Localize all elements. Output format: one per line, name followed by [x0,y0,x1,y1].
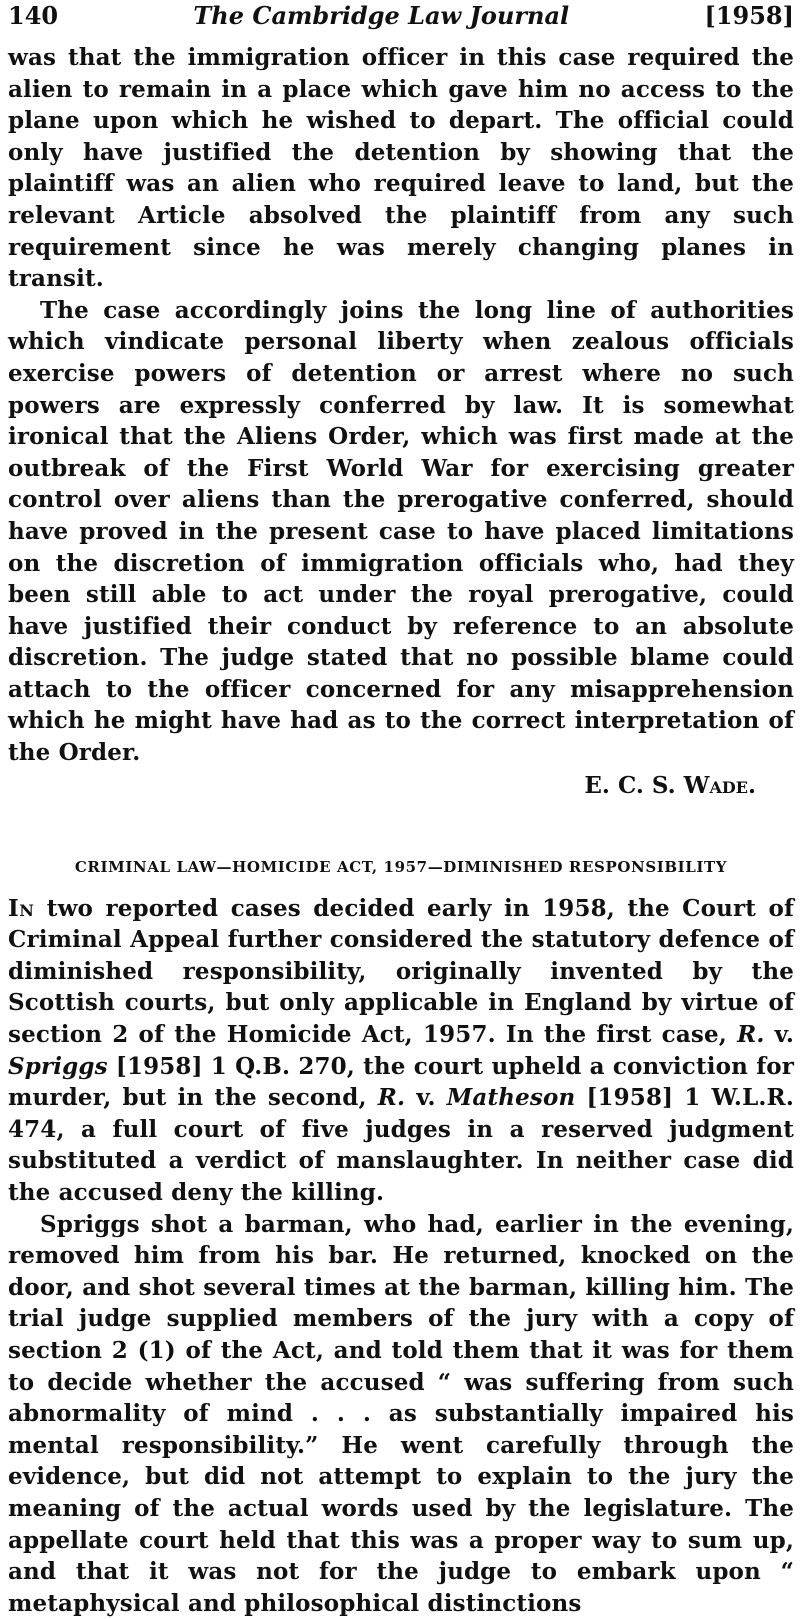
case-name: Spriggs [8,1052,108,1080]
article-body [8,42,794,769]
case-party: R. [737,1021,765,1049]
versus: v. [764,1021,795,1049]
paragraph: Spriggs shot a barman, who had, earlier in the evening, removed him from his bar. He returned, knocked on the door, and shot several times at the barman, killing him. The trial judge supplied members of the jury with a copy of section 2 (1) of the Act, and told them that it was for them to decide whether the accused “ was suffering from such abnormality of mind . . . as substantially impaired his mental responsibility.” He went carefully through the evidence, but did not attempt to explain to the jury the meaning of the actual words used by the legislature. The appellate court held that this was a proper way to sum up, and that it was not for the judge to embark upon “ metaphysical and philosophical distinctions [8,1210,794,1617]
paragraph [8,893,794,1209]
section-heading: CRIMINAL LAW—HOMICIDE ACT, 1957—DIMINISHED RESPONSIBILITY [74,857,728,876]
journal-title: The Cambridge Law Journal [193,1,570,30]
case-name: Matheson [446,1084,576,1112]
paragraph: The case accordingly joins the long line of authorities which vindicate personal liberty when zealous officials exercise powers of detention or arrest where no such powers are expressly conferred by law. It is somewhat ironical that the Aliens Order, which was first made at the outbreak of the First World War for exercising greater control over aliens than the prerogative conferred, should have proved in the present case to have placed limitations on the discretion of immigration officials who, had they been still able to act under the royal prerogative, could have justified their conduct by reference to an absolute discretion. The judge stated that no possible blame could attach to the officer concerned for any misapprehension which he might have had as to the correct interpretation of the Order. [8,296,794,767]
volume-year: [1958] [704,1,794,30]
author-name: E. C. S. Wade. [584,771,756,799]
paragraph-text: [1958] 1 W.L.R. 474, a full court of five judges in a reserved judgment substituted a verdict of manslaughter. In neither case did the accused deny the killing. [8,1084,794,1206]
case-party: R. [377,1084,406,1112]
lead-word: In [8,894,35,922]
versus: v. [405,1084,447,1112]
page-number: 140 [8,1,59,30]
paragraph-text: two reported cases decided early in 1958, the Court of Criminal Appeal further considered the statutory defence of diminished responsibility, originally invented by the Scottish courts, but only applicable in England by virtue of section 2 of the Homicide Act, 1957. In the first case, [8,894,794,1049]
paragraph-continued: was that the immigration officer in this case required the alien to remain in a place which gave him no access to the plane upon which he wished to depart. The official could only have justified the detention by showing that the plaintiff was an alien who required leave to land, but the relevant Article absolved the plaintiff from any such requirement since he was merely changing planes in transit. [8,44,794,293]
author-signature [8,769,794,803]
section-body [8,893,794,1619]
running-head [8,0,794,42]
paragraph-text: [1958] 1 Q.B. 270, the court upheld a conviction for murder, but in the second, [8,1052,794,1112]
